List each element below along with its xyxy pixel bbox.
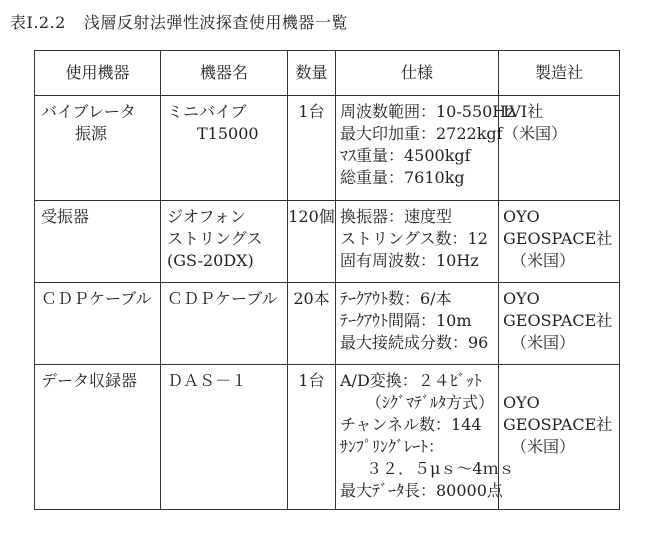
quantity-cell [288,96,336,201]
table-number: 表Ⅰ.2.2 [10,13,66,32]
table-row [35,365,620,510]
spec-line: ｻﾝﾌﾟﾘﾝｸﾞﾚｰﾄ： [340,437,445,456]
table-row [35,96,620,201]
table-header-row [35,51,620,96]
spec-line: 最大印加重：2722kgf [340,124,503,143]
maker-line: （米国） [511,251,576,270]
table-title: 浅層反射法弾性波探査使用機器一覧 [83,13,348,32]
equipment-line: 振源 [75,124,108,143]
maker-cell [499,283,620,365]
quantity-value: 120個 [288,207,335,226]
header-maker: 製造社 [499,51,620,96]
header-spec: 仕様 [336,51,499,96]
name-cell [161,365,288,510]
spec-cell [336,96,515,201]
maker-line [503,370,619,392]
name-line: (GS-20DX) [167,251,254,270]
spec-line: チャンネル数：144 [340,415,482,434]
maker-cell [499,96,620,201]
quantity-value: 20本 [293,289,330,308]
equipment-line: データ収録器 [41,371,138,390]
maker-line: （米国） [511,437,576,456]
spec-cell [336,201,499,283]
name-cell [161,96,288,201]
maker-line: OYO [503,393,540,412]
table-row [35,283,620,365]
name-line: T15000 [197,124,259,143]
table-caption [10,10,348,33]
spec-line: A/D変換：２４ﾋﾞｯﾄ [340,371,482,390]
maker-cell [499,365,620,510]
quantity-value: 1台 [298,102,325,121]
maker-line: GEOSPACE社 [503,229,613,248]
spec-line: 最大接続成分数：96 [340,333,489,352]
quantity-cell [288,283,336,365]
equipment-line: バイブレータ [41,102,136,121]
name-line: ジオフォン [167,207,246,226]
maker-cell [499,201,620,283]
equipment-cell [35,201,161,283]
spec-cell [336,283,499,365]
header-name: 機器名 [161,51,288,96]
equipment-line: ＣＤＰケーブル [41,289,152,308]
quantity-cell [288,365,336,510]
header-quantity: 数量 [288,51,336,96]
spec-line: 固有周波数：10Hz [340,251,479,270]
header-equipment: 使用機器 [35,51,161,96]
spec-line: 最大ﾃﾞｰﾀ長：80000点 [340,481,503,500]
name-cell [161,201,288,283]
spec-cell [336,365,515,510]
name-line: ＣＤＰケーブル [167,289,278,308]
maker-line: （米国） [511,333,576,352]
spec-line: ﾃｰｸｱｳﾄ間隔：10m [340,311,472,330]
table-row [35,201,620,283]
spec-line: ﾃｰｸｱｳﾄ数：6/本 [340,289,452,308]
name-line: ＤＡＳ－１ [167,371,248,390]
spec-line: （ｼｸﾞﾏﾃﾞﾙﾀ方式） [366,393,495,412]
maker-line: GEOSPACE社 [503,415,613,434]
maker-line: IVI社 [503,102,544,121]
spec-line: 換振器：速度型 [340,207,453,226]
quantity-cell [288,201,336,283]
spec-line: ﾏｽ重量：4500kgf [340,146,471,165]
equipment-cell [35,96,161,201]
equipment-cell [35,283,161,365]
spec-line: 総重量：7610kg [340,168,465,187]
maker-line: （米国） [503,124,568,143]
maker-line: GEOSPACE社 [503,311,613,330]
name-line: ミニバイブ [167,102,247,121]
equipment-line: 受振器 [41,207,90,226]
maker-line: OYO [503,207,540,226]
equipment-cell [35,365,161,510]
maker-line: OYO [503,289,540,308]
spec-line: 周波数範囲：10-550Hz [340,102,515,121]
equipment-table [34,50,620,510]
spec-line: ３２．５μｓ～4ｍｓ [366,459,515,478]
name-line: ストリングス [167,229,263,248]
quantity-value: 1台 [298,371,325,390]
spec-line: ストリングス数：12 [340,229,488,248]
name-cell [161,283,288,365]
